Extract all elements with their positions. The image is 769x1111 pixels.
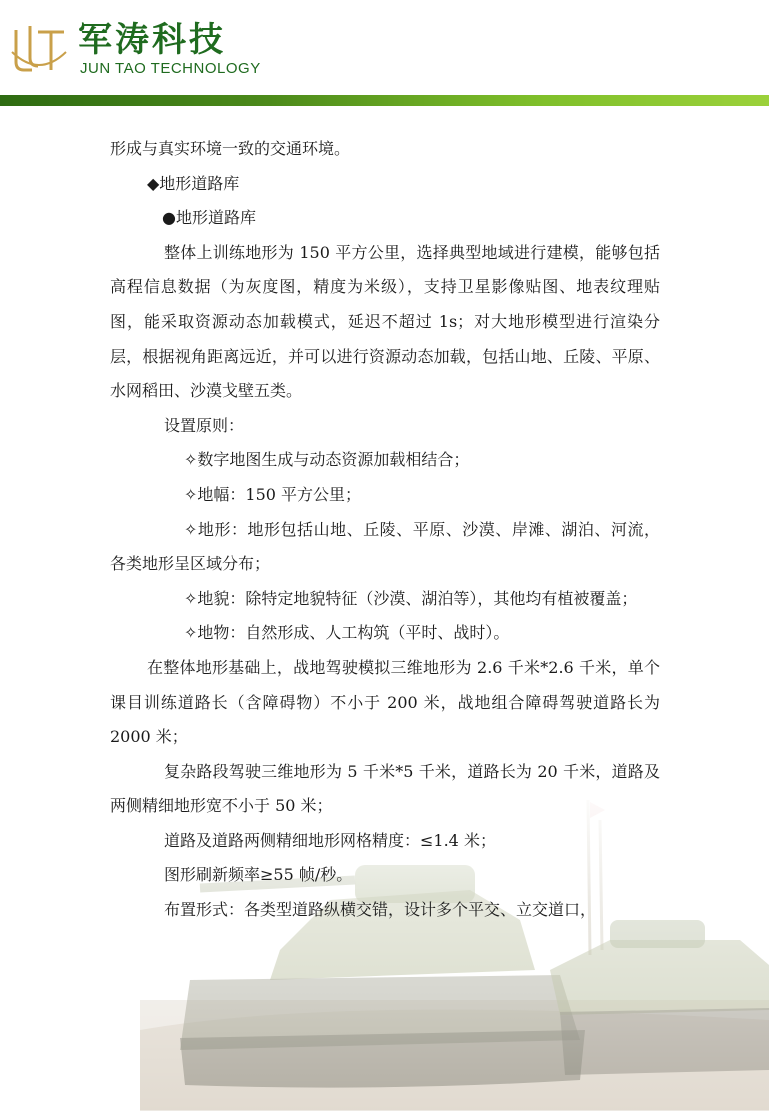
jt-logo-icon <box>10 22 68 74</box>
paragraph: 道路及道路两侧精细地形网格精度：≤1.4 米； <box>164 830 496 850</box>
header-bar <box>0 95 769 106</box>
list-item: ✧地幅：150 平方公里； <box>184 484 362 504</box>
paragraph: 图形刷新频率≥55 帧/秒。 <box>164 865 353 885</box>
brand-name-en: JUN TAO TECHNOLOGY <box>80 60 261 77</box>
paragraph: 形成与真实环境一致的交通环境。 <box>110 139 351 158</box>
paragraph: 在整体地形基础上，战地驾驶模拟三维地形为 2.6 千米*2.6 千米，单个课目训练道路长（含障碍物）不小于 200 米，战地组合障碍驾驶道路长为 2000 米； <box>110 657 660 747</box>
subsection-heading: ●地形道路库 <box>162 208 256 228</box>
paragraph: 复杂路段驾驶三维地形为 5 千米*5 千米，道路长为 20 千米，道路及两侧精细地形宽不小于 50 米； <box>110 761 660 816</box>
page-header <box>0 0 769 108</box>
brand-name-cn: 军涛科技 <box>78 20 226 60</box>
paragraph: 整体上训练地形为 150 平方公里，选择典型地域进行建模，能够包括高程信息数据（为灰度图，精度为米级），支持卫星影像贴图、地表纹理贴图，能采取资源动态加载模式，延迟不超过 1s；对大地形模型进行渲染分层，根据视角距离远近，并可以进行资源动态加载，包括山地、丘陵、平原、水网稻田、沙漠戈壁五类。 <box>110 242 660 401</box>
list-item: ✧数字地图生成与动态资源加载相结合； <box>184 450 470 470</box>
section-heading: ◆地形道路库 <box>147 173 240 193</box>
list-item: ✧地形：地形包括山地、丘陵、平原、沙漠、岸滩、湖泊、河流，各类地形呈区域分布； <box>110 519 660 574</box>
paragraph: 设置原则： <box>164 415 245 435</box>
list-item: ✧地貌：除特定地貌特征（沙漠、湖泊等），其他均有植被覆盖； <box>184 588 638 608</box>
paragraph: 布置形式：各类型道路纵横交错，设计多个平交、立交道口， <box>164 900 597 920</box>
list-item: ✧地物：自然形成、人工构筑（平时、战时）。 <box>184 623 510 643</box>
document-body <box>110 132 660 928</box>
